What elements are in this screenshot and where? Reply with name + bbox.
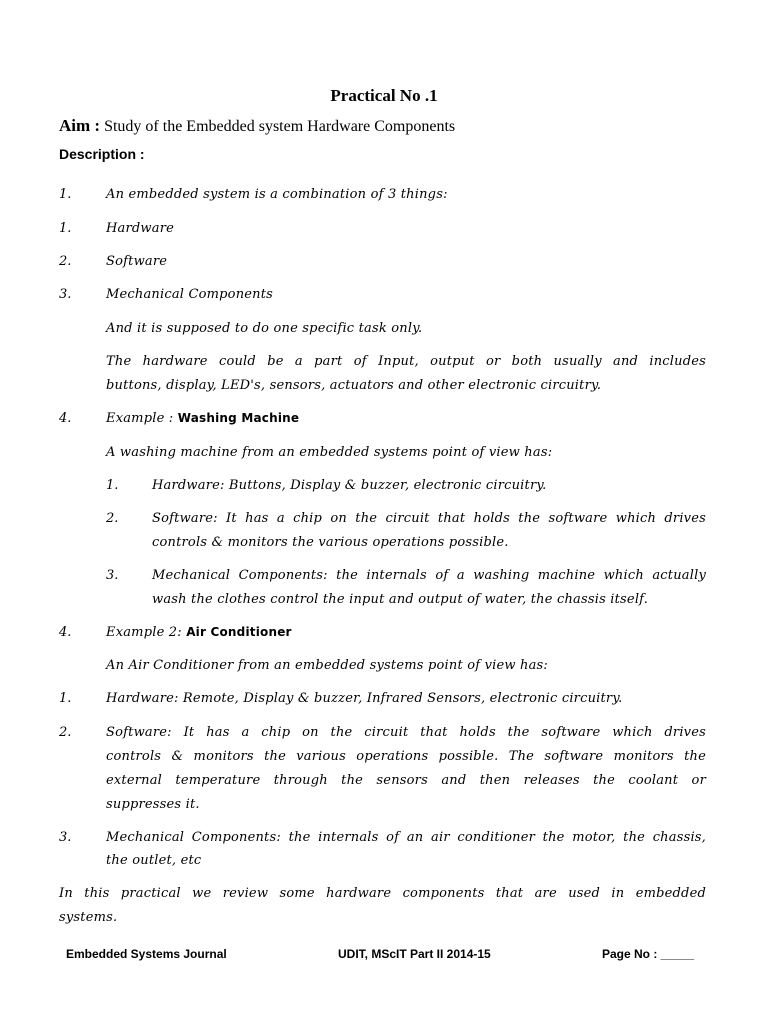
list-number: 1. xyxy=(59,187,72,202)
list-number: 1. xyxy=(59,691,72,706)
list-item-continued: controls & monitors the various operations possible. xyxy=(152,535,509,550)
example-label: Example : xyxy=(106,411,178,426)
closing-text: In this practical we review some hardware components that are used in embedded xyxy=(59,886,706,901)
paragraph-text: And it is supposed to do one specific task only. xyxy=(106,321,423,336)
list-item-continued: the outlet, etc xyxy=(106,853,202,868)
list-item: Mechanical Components: the internals of a washing machine which actually xyxy=(152,568,706,583)
list-item-continued: suppresses it. xyxy=(106,797,200,812)
list-item: Software xyxy=(106,254,168,269)
list-item: Hardware xyxy=(106,221,175,236)
example-title: Washing Machine xyxy=(177,411,300,425)
list-number: 1. xyxy=(106,478,119,493)
list-item: Mechanical Components: the internals of an air conditioner the motor, the chassis, xyxy=(106,830,706,845)
list-number: 3. xyxy=(106,568,119,583)
closing-text-continued: systems. xyxy=(59,910,118,925)
aim-text: Study of the Embedded system Hardware Components xyxy=(104,118,456,135)
list-number: 3. xyxy=(59,830,72,845)
paragraph-text: A washing machine from an embedded systems point of view has: xyxy=(106,445,553,460)
list-item-continued: external temperature through the sensors and then releases the coolant or xyxy=(106,773,706,788)
list-item-continued: wash the clothes control the input and output of water, the chassis itself. xyxy=(152,592,649,607)
footer-journal: Embedded Systems Journal xyxy=(66,947,227,961)
list-item: Software: It has a chip on the circuit that holds the software which drives xyxy=(152,511,706,526)
example-heading xyxy=(106,625,292,640)
list-number: 1. xyxy=(59,221,72,236)
intro-text: An embedded system is a combination of 3 things: xyxy=(106,187,448,202)
footer-course: UDIT, MScIT Part II 2014-15 xyxy=(338,947,491,961)
list-item-continued: controls & monitors the various operations possible. The software monitors the xyxy=(106,749,706,764)
list-number: 3. xyxy=(59,287,72,302)
paragraph-text: An Air Conditioner from an embedded systems point of view has: xyxy=(106,658,548,673)
paragraph-text: buttons, display, LED's, sensors, actuators and other electronic circuitry. xyxy=(106,378,602,393)
list-item: Mechanical Components xyxy=(106,287,274,302)
example-title: Air Conditioner xyxy=(186,625,292,639)
list-number: 2. xyxy=(106,511,119,526)
footer-page-number: Page No : _____ xyxy=(602,947,695,961)
page-title: Practical No .1 xyxy=(330,86,438,105)
aim-label: Aim : xyxy=(59,116,101,135)
list-item: Hardware: Remote, Display & buzzer, Infrared Sensors, electronic circuitry. xyxy=(106,691,623,706)
list-number: 4. xyxy=(59,625,72,640)
example-label: Example 2: xyxy=(106,625,187,640)
aim-line xyxy=(59,116,455,136)
list-number: 2. xyxy=(59,254,72,269)
list-number: 2. xyxy=(59,725,72,740)
description-heading: Description : xyxy=(59,146,145,162)
example-heading xyxy=(106,411,299,426)
list-item: Software: It has a chip on the circuit that holds the software which drives xyxy=(106,725,706,740)
paragraph-text: The hardware could be a part of Input, output or both usually and includes xyxy=(106,354,706,369)
list-number: 4. xyxy=(59,411,72,426)
list-item: Hardware: Buttons, Display & buzzer, electronic circuitry. xyxy=(152,478,547,493)
